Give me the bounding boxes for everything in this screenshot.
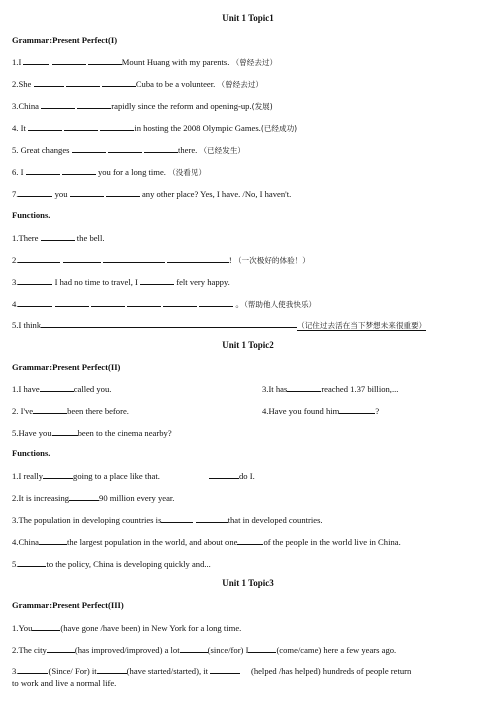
blank[interactable]: [77, 100, 111, 109]
item-number: 3.The population in developing countries is: [12, 515, 162, 525]
blank[interactable]: [18, 298, 52, 307]
item-number: 1.I have: [12, 384, 40, 394]
item-number: 3.: [12, 277, 19, 287]
item-text: that in developed countries.: [227, 515, 323, 525]
item-number: 2.: [12, 255, 19, 265]
item-number: 2.The city: [12, 645, 47, 655]
item-text: reached 1.37 billion,...: [321, 384, 399, 394]
blank[interactable]: [103, 254, 165, 263]
item-text: (helped /has helped) hundreds of people return: [250, 666, 412, 676]
blank[interactable]: [41, 100, 75, 109]
topic1-grammar-item-7: [12, 188, 291, 200]
blank[interactable]: [39, 536, 67, 545]
item-mid-text: you: [54, 189, 68, 199]
blank[interactable]: [108, 144, 142, 153]
item-number: 1.There: [12, 233, 39, 243]
item-number: 3.: [12, 666, 19, 676]
blank[interactable]: [199, 298, 233, 307]
topic2-grammar-item-2: [12, 405, 129, 417]
item-number: 6. I: [12, 167, 24, 177]
item-text: the bell.: [76, 233, 105, 243]
blank[interactable]: [18, 665, 48, 674]
blank[interactable]: [70, 188, 104, 197]
item-mid-text: (has improved/improved) a lot: [74, 645, 180, 655]
blank[interactable]: [100, 122, 134, 131]
blank[interactable]: [55, 298, 89, 307]
topic2-function-item-5: [12, 558, 211, 570]
topic3-grammar-item-2: [12, 644, 396, 656]
topic1-grammar-item-3: [12, 100, 273, 112]
topic1-function-item-3: [12, 276, 230, 288]
blank[interactable]: [33, 405, 67, 414]
item-number: 4.: [12, 299, 19, 309]
topic1-grammar-item-6: [12, 166, 206, 178]
topic2-grammar-item-1: [12, 383, 111, 395]
chinese-hint: (已经成功): [260, 124, 298, 133]
blank[interactable]: [106, 188, 140, 197]
item-number: 3.China: [12, 101, 39, 111]
item-mid-text: (Since/ For) it: [48, 666, 97, 676]
blank[interactable]: [180, 644, 208, 653]
blank[interactable]: [237, 536, 263, 545]
blank[interactable]: [64, 122, 98, 131]
blank[interactable]: [52, 427, 78, 436]
item-punct: !: [228, 255, 232, 265]
item-number: 5. Great changes: [12, 145, 70, 155]
blank[interactable]: [66, 78, 100, 87]
topic1-function-item-2: [12, 254, 310, 266]
item-text: (have gone /have been) in New York for a long time.: [60, 623, 242, 633]
blank[interactable]: [18, 254, 60, 263]
item-number: 7.: [12, 189, 19, 199]
chinese-hint: （没看见）: [168, 168, 207, 177]
topic3-grammar-heading: Grammar:Present Perfect(III): [12, 600, 124, 610]
topic2-function-item-3: [12, 514, 323, 526]
blank[interactable]: [210, 665, 240, 674]
item-text: (come/came) here a few years ago.: [276, 645, 397, 655]
topic1-grammar-item-1: [12, 56, 277, 68]
blank[interactable]: [40, 383, 74, 392]
blank[interactable]: [196, 514, 228, 523]
topic1-function-item-4: [12, 298, 316, 310]
topic2-grammar-heading: Grammar:Present Perfect(II): [12, 362, 121, 372]
item-number: 5.Have you: [12, 428, 52, 438]
item-text: of the people in the world live in China.: [263, 537, 401, 547]
topic2-functions-heading: Functions.: [12, 448, 51, 458]
item-number: 3.It has: [262, 384, 288, 394]
item-text: ?: [375, 406, 380, 416]
item-number: 1.I really: [12, 471, 44, 481]
item-number: 2.It is increasing: [12, 493, 70, 503]
item-text: any other place? Yes, I have. /No, I haven't.: [141, 189, 292, 199]
blank[interactable]: [18, 558, 46, 567]
item-mid-text-2: (since/for) I: [207, 645, 249, 655]
blank[interactable]: [26, 166, 60, 175]
item-text: Cuba to be a volunteer.: [135, 79, 216, 89]
item-text: going to a place like that.: [73, 471, 160, 481]
item-number: 4.Have you found him: [262, 406, 340, 416]
topic3-title: Unit 1 Topic3: [222, 578, 274, 588]
item-text: do I.: [239, 471, 255, 481]
chinese-hint: (发展): [251, 102, 273, 111]
item-text: called you.: [73, 384, 112, 394]
blank[interactable]: [43, 470, 73, 479]
item-mid-text-2: (have started/started), it: [126, 666, 209, 676]
chinese-hint: （记住过去活在当下梦想未来很重要）: [297, 321, 427, 330]
topic2-function-item-1-tail: [209, 470, 255, 482]
blank[interactable]: [18, 188, 52, 197]
item-number: 2.She: [12, 79, 32, 89]
item-text: Mount Huang with my parents.: [121, 57, 230, 67]
blank[interactable]: [47, 644, 75, 653]
blank[interactable]: [91, 298, 125, 307]
blank[interactable]: [32, 622, 60, 631]
item-mid-text: the largest population in the world, and about one: [66, 537, 238, 547]
item-punct: 。: [235, 299, 244, 309]
blank[interactable]: [102, 78, 136, 87]
topic3-grammar-item-3: [12, 665, 411, 677]
topic2-function-item-2: [12, 492, 174, 504]
topic1-function-item-1: [12, 232, 104, 244]
item-number: 4.China: [12, 537, 39, 547]
item-text: you for a long time.: [97, 167, 166, 177]
topic1-function-item-5: [12, 319, 426, 331]
item-mid-text: I had no time to travel, I: [54, 277, 138, 287]
blank[interactable]: [41, 232, 75, 241]
blank[interactable]: [287, 383, 321, 392]
item-number: 5.I think: [12, 320, 42, 330]
topic1-grammar-item-4: [12, 122, 297, 134]
chinese-hint: （曾经去过）: [217, 80, 264, 89]
item-text: 90 million every year.: [99, 493, 175, 503]
item-number: 1.You: [12, 623, 33, 633]
item-text: felt very happy.: [176, 277, 230, 287]
item-number: 5.: [12, 559, 19, 569]
blank[interactable]: [88, 56, 122, 65]
topic3-grammar-item-3-continued: to work and live a normal life.: [12, 678, 117, 688]
blank[interactable]: [127, 298, 161, 307]
chinese-hint: （曾经去过）: [231, 58, 278, 67]
item-text: been there before.: [67, 406, 129, 416]
topic1-grammar-heading: Grammar:Present Perfect(I): [12, 35, 118, 45]
item-number: 1.I: [12, 57, 22, 67]
blank[interactable]: [209, 470, 239, 479]
topic1-title: Unit 1 Topic1: [222, 13, 274, 23]
item-text: in hosting the 2008 Olympic Games.: [134, 123, 261, 133]
topic1-functions-heading: Functions.: [12, 210, 51, 220]
item-number: 4. It: [12, 123, 26, 133]
blank[interactable]: [23, 56, 49, 65]
blank[interactable]: [72, 144, 106, 153]
blank[interactable]: [41, 319, 297, 328]
blank[interactable]: [62, 166, 96, 175]
blank[interactable]: [34, 78, 64, 87]
topic1-grammar-item-2: [12, 78, 263, 90]
blank[interactable]: [339, 405, 375, 414]
topic2-grammar-item-5: [12, 427, 172, 439]
blank[interactable]: [52, 56, 86, 65]
blank[interactable]: [144, 144, 178, 153]
blank[interactable]: [69, 492, 99, 501]
blank[interactable]: [167, 254, 229, 263]
item-number: 2. I've: [12, 406, 34, 416]
topic1-grammar-item-5: [12, 144, 245, 156]
item-text: to the policy, China is developing quickly and...: [46, 559, 211, 569]
item-text: been to the cinema nearby?: [77, 428, 172, 438]
blank[interactable]: [140, 276, 174, 285]
item-text: there.: [177, 145, 198, 155]
chinese-hint: （已经发生）: [199, 146, 246, 155]
blank[interactable]: [63, 254, 101, 263]
blank[interactable]: [248, 644, 276, 653]
topic2-grammar-item-3: [262, 383, 398, 395]
blank[interactable]: [28, 122, 62, 131]
topic2-grammar-item-4: [262, 405, 379, 417]
chinese-hint: （帮助他人使我快乐）: [244, 300, 317, 309]
blank[interactable]: [161, 514, 193, 523]
chinese-hint: （一次极好的体验！）: [233, 256, 310, 265]
topic3-grammar-item-1: [12, 622, 241, 634]
item-text: rapidly since the reform and opening-up.: [111, 101, 252, 111]
topic2-function-item-1: [12, 470, 160, 482]
blank[interactable]: [163, 298, 197, 307]
topic2-title: Unit 1 Topic2: [222, 340, 274, 350]
blank[interactable]: [18, 276, 52, 285]
blank[interactable]: [97, 665, 127, 674]
topic2-function-item-4: [12, 536, 401, 548]
